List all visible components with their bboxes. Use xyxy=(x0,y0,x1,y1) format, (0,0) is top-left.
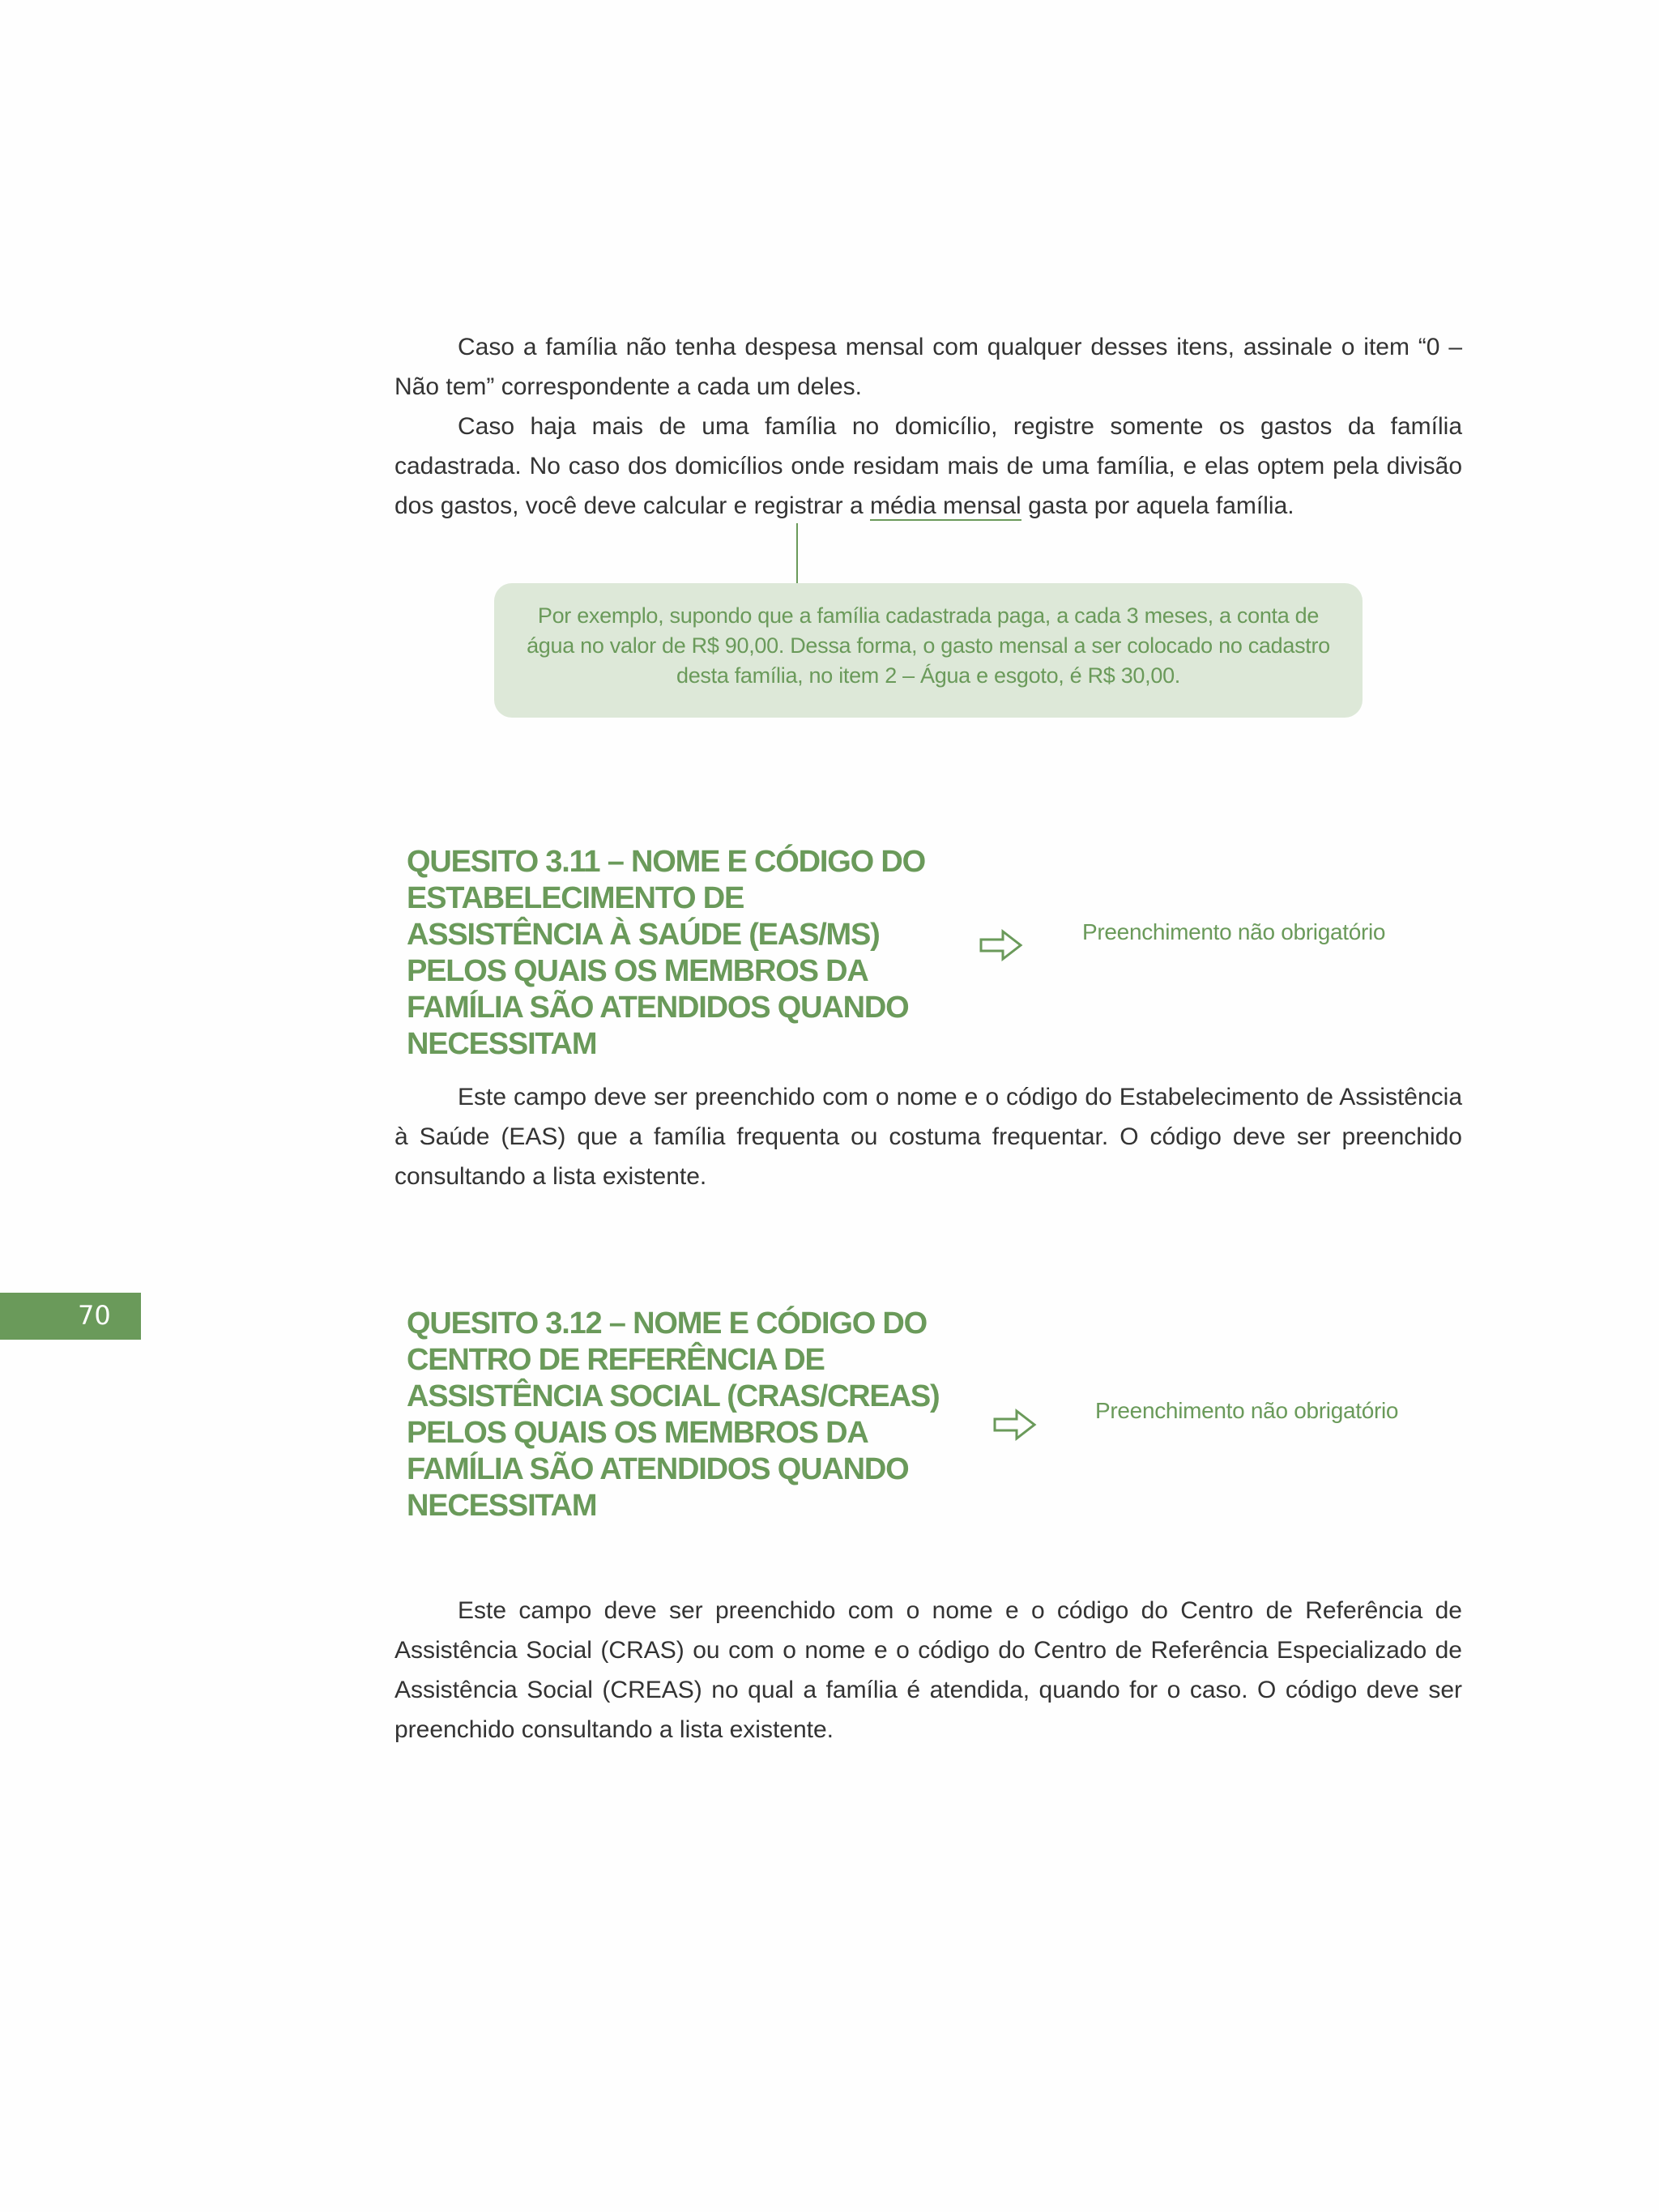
quesito-3-11-title: QUESITO 3.11 – NOME E CÓDIGO DO ESTABELECIMENTO DE ASSISTÊNCIA À SAÚDE (EAS/MS) PELOS QUAIS OS MEMBROS DA FAMÍLIA SÃO ATENDIDOS QUANDO NECESSITAM xyxy=(407,845,925,1061)
quesito-3-12-note: Preenchimento não obrigatório xyxy=(1095,1398,1399,1423)
quesito-3-12-title: QUESITO 3.12 – NOME E CÓDIGO DO CENTRO DE REFERÊNCIA DE ASSISTÊNCIA SOCIAL (CRAS/CREAS) PELOS QUAIS OS MEMBROS DA FAMÍLIA SÃO ATENDIDOS QUANDO NECESSITAM xyxy=(407,1306,940,1523)
intro-paragraph-2-start: Caso haja mais de uma família no domicílio, registre somente os gastos da família cadastrada. No caso dos domicílios onde residam mais de uma família, e elas optem pela divisão dos gastos, você deve calcular e registrar a xyxy=(394,413,1462,519)
arrow-right-icon xyxy=(979,927,1024,963)
quesito-3-12-body xyxy=(394,1591,1462,1750)
highlighted-term: média mensal xyxy=(869,492,1021,519)
quesito-3-12-body-text: Este campo deve ser preenchido com o nome e o código do Centro de Referência de Assistência Social (CRAS) ou com o nome e o código do Centro de Referência Especializado de Assistência Social (CREAS) no qual a família é atendida, quando for o caso. O código deve ser preenchido consultando a lista existente. xyxy=(394,1597,1462,1743)
quesito-3-11-note: Preenchimento não obrigatório xyxy=(1082,919,1386,944)
intro-paragraph-1: Caso a família não tenha despesa mensal com qualquer desses itens, assinale o item “0 – Não tem” correspondente a cada um deles. xyxy=(394,334,1462,400)
page-number: 70 xyxy=(78,1300,111,1331)
example-callout-text: Por exemplo, supondo que a família cadastrada paga, a cada 3 meses, a conta de água no valor de R$ 90,00. Dessa forma, o gasto mensal a ser colocado no cadastro desta família, no item 2 – Água e esgoto, é R$ 30,00. xyxy=(527,603,1330,688)
example-callout-box xyxy=(494,583,1363,718)
quesito-3-11-body-text: Este campo deve ser preenchido com o nome e o código do Estabelecimento de Assistência à Saúde (EAS) que a família frequenta ou costuma frequentar. O código deve ser preenchido consultando a lista existente. xyxy=(394,1084,1462,1190)
callout-connector-line xyxy=(796,523,798,583)
intro-paragraph-2 xyxy=(394,407,1462,526)
intro-text xyxy=(394,327,1462,526)
quesito-3-11-body xyxy=(394,1077,1462,1196)
page-number-tab xyxy=(0,1293,141,1340)
arrow-right-icon xyxy=(992,1407,1038,1443)
intro-paragraph-2-end: gasta por aquela família. xyxy=(1021,492,1294,519)
